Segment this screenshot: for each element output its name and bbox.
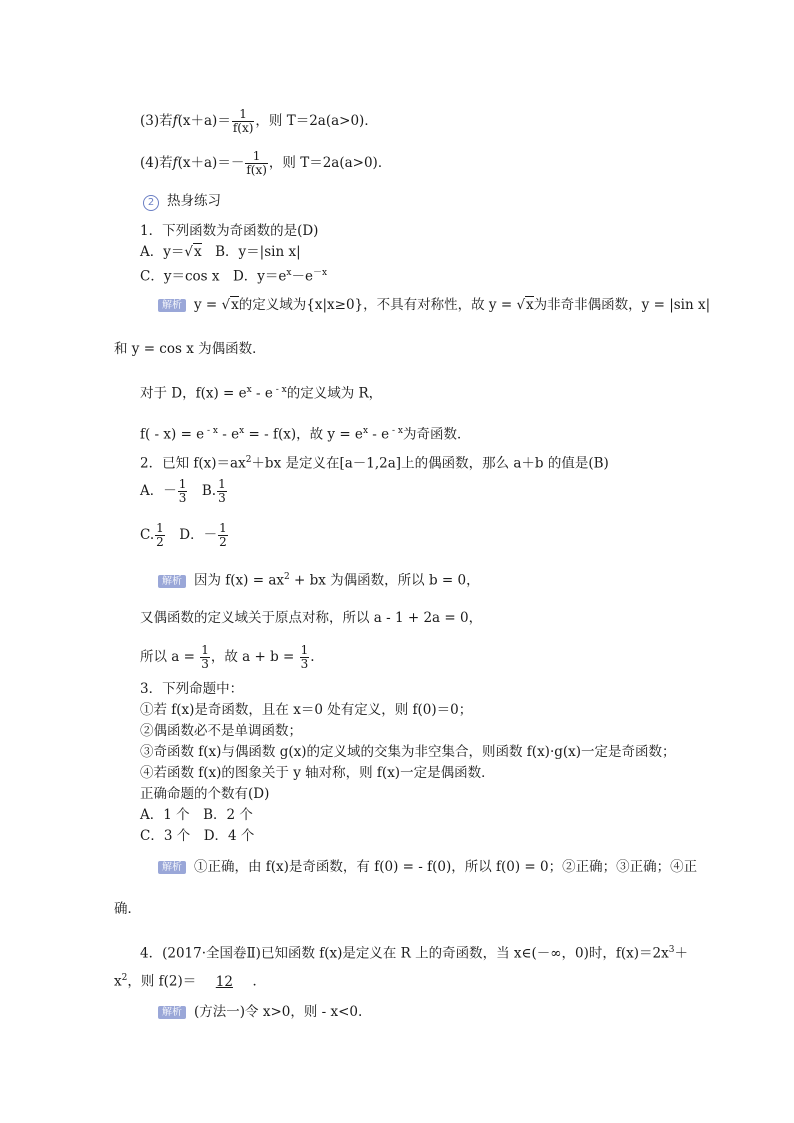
text: - e: [218, 426, 240, 443]
sqrt-radicand: x: [194, 244, 202, 260]
text: 因为 f(x) = ax: [194, 572, 284, 589]
question-1-options-cd: [140, 264, 327, 286]
denominator: 3: [300, 657, 309, 671]
exponent: 2: [245, 455, 252, 465]
property-3: [140, 108, 378, 135]
question-4-stem-line-1: [140, 941, 688, 963]
exponent: 3: [668, 945, 675, 955]
text: (3)若: [140, 113, 173, 129]
analysis-tag: 解析: [158, 299, 186, 312]
text: .: [310, 649, 315, 665]
text: ，则 f(2)＝: [127, 973, 197, 990]
question-1-analysis-line-1: 解析 y = √x的定义域为{x|x≥0}，不具有对称性，故 y = √x为非奇非偶函数，y = |sin x|: [158, 296, 710, 314]
text: A．y＝: [140, 244, 185, 260]
text: B．y＝|sin x|: [215, 244, 301, 260]
property-4: [140, 150, 391, 177]
question-3-analysis-line-2: 确．: [114, 901, 141, 917]
text: (方法一)令 x>0，则 - x<0.: [194, 1004, 363, 1020]
question-3-item-1: ①若 f(x)是奇函数，且在 x＝0 处有定义，则 f(0)＝0；: [140, 702, 473, 718]
denominator: f(x): [232, 121, 254, 135]
question-3-count: 正确命题的个数有(D): [140, 786, 270, 802]
sqrt-radicand: x: [526, 297, 534, 313]
question-2-analysis-line-2: 又偶函数的定义域关于原点对称，所以 a - 1 + 2a = 0，: [140, 610, 483, 626]
text: A．－: [140, 483, 177, 499]
text: 4．(2017·全国卷Ⅱ)已知函数 f(x)是定义在 R 上的奇函数，当 x∈(－∞，0)时，f(x)＝2x: [140, 945, 669, 962]
text: －e: [291, 268, 313, 285]
text: ，则 T＝2a(a>0)．: [255, 113, 378, 129]
fraction: [200, 644, 210, 671]
question-1-analysis-line-3: [140, 381, 382, 403]
text: 为非奇非偶函数，y = |sin x|: [533, 297, 711, 313]
text: = - f(x)，故 y = e: [244, 426, 363, 443]
exponent: x: [362, 426, 369, 436]
text: ①正确，由 f(x)是奇函数，有 f(0) = - f(0)，所以 f(0) = 0；②正确；③正确；④正: [194, 859, 698, 875]
exponent: - x: [389, 426, 403, 436]
numerator: 1: [219, 521, 227, 535]
text: D．－: [179, 527, 218, 543]
text: ＋: [674, 945, 688, 962]
text: 所以 a =: [140, 649, 200, 665]
exponent: x: [246, 385, 252, 395]
section-header: [143, 192, 221, 211]
section-title: 热身练习: [167, 193, 221, 209]
text: B.: [201, 483, 217, 499]
text: - e: [368, 426, 390, 443]
text: C．y＝cos x D．y＝e: [140, 268, 287, 285]
question-3-stem: 3．下列命题中：: [140, 681, 244, 697]
exponent: - x: [272, 385, 287, 395]
denominator: 3: [218, 491, 226, 505]
fraction: [217, 478, 227, 505]
question-4-analysis-line-1: [158, 1003, 362, 1021]
answer-blank: 12: [215, 973, 233, 990]
question-3-item-2: ②偶函数必不是单调函数；: [140, 723, 302, 739]
section-number-icon: 2: [143, 195, 159, 211]
exponent: 2: [284, 572, 290, 582]
fraction: [218, 522, 228, 549]
exponent: 2: [121, 973, 128, 983]
fraction: [155, 522, 165, 549]
text: 对于 D，f(x) = e: [140, 385, 247, 402]
exponent: x: [239, 426, 245, 436]
question-1-stem: 1．下列函数为奇函数的是(D): [140, 223, 319, 239]
text: - e: [251, 385, 273, 402]
numerator: 1: [245, 150, 268, 164]
text: (x＋a)＝－: [177, 155, 245, 171]
denominator: 3: [201, 657, 209, 671]
question-1-analysis-line-4: [140, 422, 471, 444]
sqrt-radicand: x: [231, 297, 239, 313]
denominator: 3: [178, 491, 187, 505]
fraction: [300, 644, 310, 671]
fraction: [245, 150, 268, 177]
denominator: 2: [219, 535, 227, 549]
exponent: x: [286, 268, 292, 278]
text: C.: [140, 527, 155, 543]
text: x: [114, 973, 122, 990]
text: 的定义域为 R，: [286, 385, 383, 402]
question-3-options-ab: A．1 个 B．2 个: [140, 807, 253, 823]
question-4-stem-line-2: [114, 969, 266, 991]
question-2-stem: [140, 451, 609, 473]
question-3-item-3: ③奇函数 f(x)与偶函数 g(x)的定义域的交集为非空集合，则函数 f(x)·g(x)一定是奇函数；: [140, 744, 676, 760]
analysis-tag: 解析: [158, 861, 186, 874]
text: f( - x) = e: [140, 426, 205, 443]
text: ．: [252, 973, 266, 990]
text: f: [172, 113, 178, 129]
text: ，故 a + b =: [210, 649, 299, 665]
text: 为奇函数．: [403, 426, 471, 443]
text: ，则 T＝2a(a>0)．: [268, 155, 392, 171]
exponent: －x: [313, 268, 328, 278]
question-1-analysis-line-2: 和 y = cos x 为偶函数．: [114, 341, 266, 357]
text: f: [172, 155, 178, 171]
text: (x＋a)＝: [177, 113, 231, 129]
question-2-analysis-line-3: [140, 644, 315, 671]
question-3-item-4: ④若函数 f(x)的图象关于 y 轴对称，则 f(x)一定是偶函数．: [140, 765, 495, 781]
text: ＋bx 是定义在[a－1,2a]上的偶函数，那么 a＋b 的值是(B): [251, 455, 609, 472]
numerator: 1: [232, 108, 255, 122]
exponent: - x: [204, 426, 219, 436]
question-2-options-ab: [140, 478, 228, 505]
question-1-options-ab: A．y＝√x B．y＝|sin x|: [140, 244, 301, 260]
numerator: 1: [218, 477, 226, 491]
denominator: 2: [156, 535, 164, 549]
text: 的定义域为{x|x≥0}，不具有对称性，故 y =: [238, 297, 517, 313]
question-3-options-cd: C．3 个 D．4 个: [140, 828, 255, 844]
text: (4)若: [140, 155, 173, 171]
numerator: 1: [178, 477, 187, 491]
text: + bx 为偶函数，所以 b = 0，: [289, 572, 480, 589]
question-3-analysis-line-1: [158, 858, 697, 876]
analysis-tag: 解析: [158, 575, 186, 588]
numerator: 1: [300, 643, 309, 657]
fraction: [178, 478, 188, 505]
text: y =: [194, 297, 222, 313]
numerator: 1: [201, 643, 209, 657]
text: 2．已知 f(x)＝ax: [140, 455, 246, 472]
fraction: [232, 108, 255, 135]
analysis-tag: 解析: [158, 1006, 186, 1019]
denominator: f(x): [246, 163, 267, 177]
question-2-analysis-line-1: [158, 568, 480, 590]
numerator: 1: [156, 521, 164, 535]
question-2-options-cd: [140, 522, 229, 549]
